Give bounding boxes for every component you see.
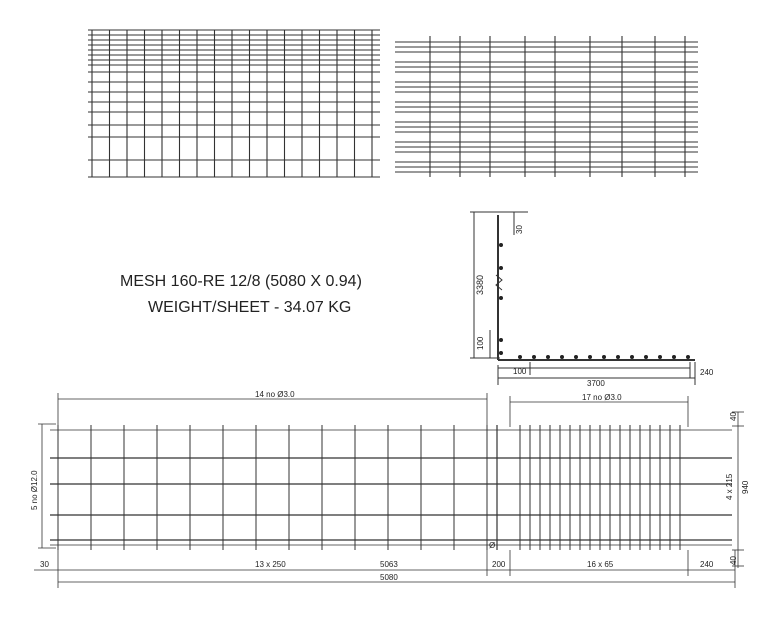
plan-right-top-label: 40 <box>729 412 738 421</box>
plan-left-label: 5 no Ø12.0 <box>30 470 39 510</box>
mesh-iso-view-right <box>395 36 698 177</box>
section-height-label: 3380 <box>475 274 485 295</box>
rod-section-dot <box>658 355 662 359</box>
mesh-plan-view <box>50 425 732 550</box>
plan-bottom-label-d: 200 <box>492 560 506 569</box>
plan-top-left-label: 14 no Ø3.0 <box>255 390 295 399</box>
plan-right-mid-label-2: 940 <box>741 480 750 494</box>
rod-section-dot <box>602 355 606 359</box>
mesh-iso-view-left <box>88 30 380 177</box>
section-lower-label: 100 <box>476 336 485 350</box>
rod-section-dot <box>499 351 503 355</box>
plan-overall-label: 5080 <box>380 573 398 582</box>
plan-bottom-label-a: 30 <box>40 560 49 569</box>
rod-section-dot <box>499 338 503 342</box>
rod-section-dot <box>546 355 550 359</box>
rod-section-dot <box>686 355 690 359</box>
rod-section-dot <box>644 355 648 359</box>
section-seg1-label: 100 <box>513 367 527 376</box>
rod-section-dot <box>560 355 564 359</box>
mesh-weight-line: WEIGHT/SHEET - 34.07 KG <box>148 299 352 316</box>
plan-top-right-label: 17 no Ø3.0 <box>582 393 622 402</box>
mesh-section-view <box>470 212 695 385</box>
rod-section-dot <box>616 355 620 359</box>
rod-section-dot <box>532 355 536 359</box>
plan-right-bottom-label: 40 <box>729 556 738 565</box>
section-seg3-label: 240 <box>700 368 714 377</box>
rod-section-dot <box>518 355 522 359</box>
rod-section-dot <box>499 296 503 300</box>
plan-dimension-lines <box>34 393 744 588</box>
rod-section-dot <box>588 355 592 359</box>
rod-section-dot <box>574 355 578 359</box>
mesh-spec-line1: MESH 160-RE 12/8 (5080 X 0.94) <box>120 273 362 290</box>
section-top-label: 30 <box>515 225 524 234</box>
section-rod-dots <box>499 243 690 359</box>
plan-break-label: Ø <box>489 541 496 550</box>
plan-bottom-label-e: 16 x 65 <box>587 560 614 569</box>
rod-section-dot <box>499 243 503 247</box>
rod-section-dot <box>672 355 676 359</box>
plan-bottom-label-b: 13 x 250 <box>255 560 286 569</box>
rod-section-dot <box>499 266 503 270</box>
plan-right-mid-label: 4 x 215 <box>725 473 734 500</box>
plan-bottom-label-f: 240 <box>700 560 714 569</box>
rod-section-dot <box>630 355 634 359</box>
plan-bottom-label-c: 5063 <box>380 560 398 569</box>
section-seg2-label: 3700 <box>587 379 605 388</box>
